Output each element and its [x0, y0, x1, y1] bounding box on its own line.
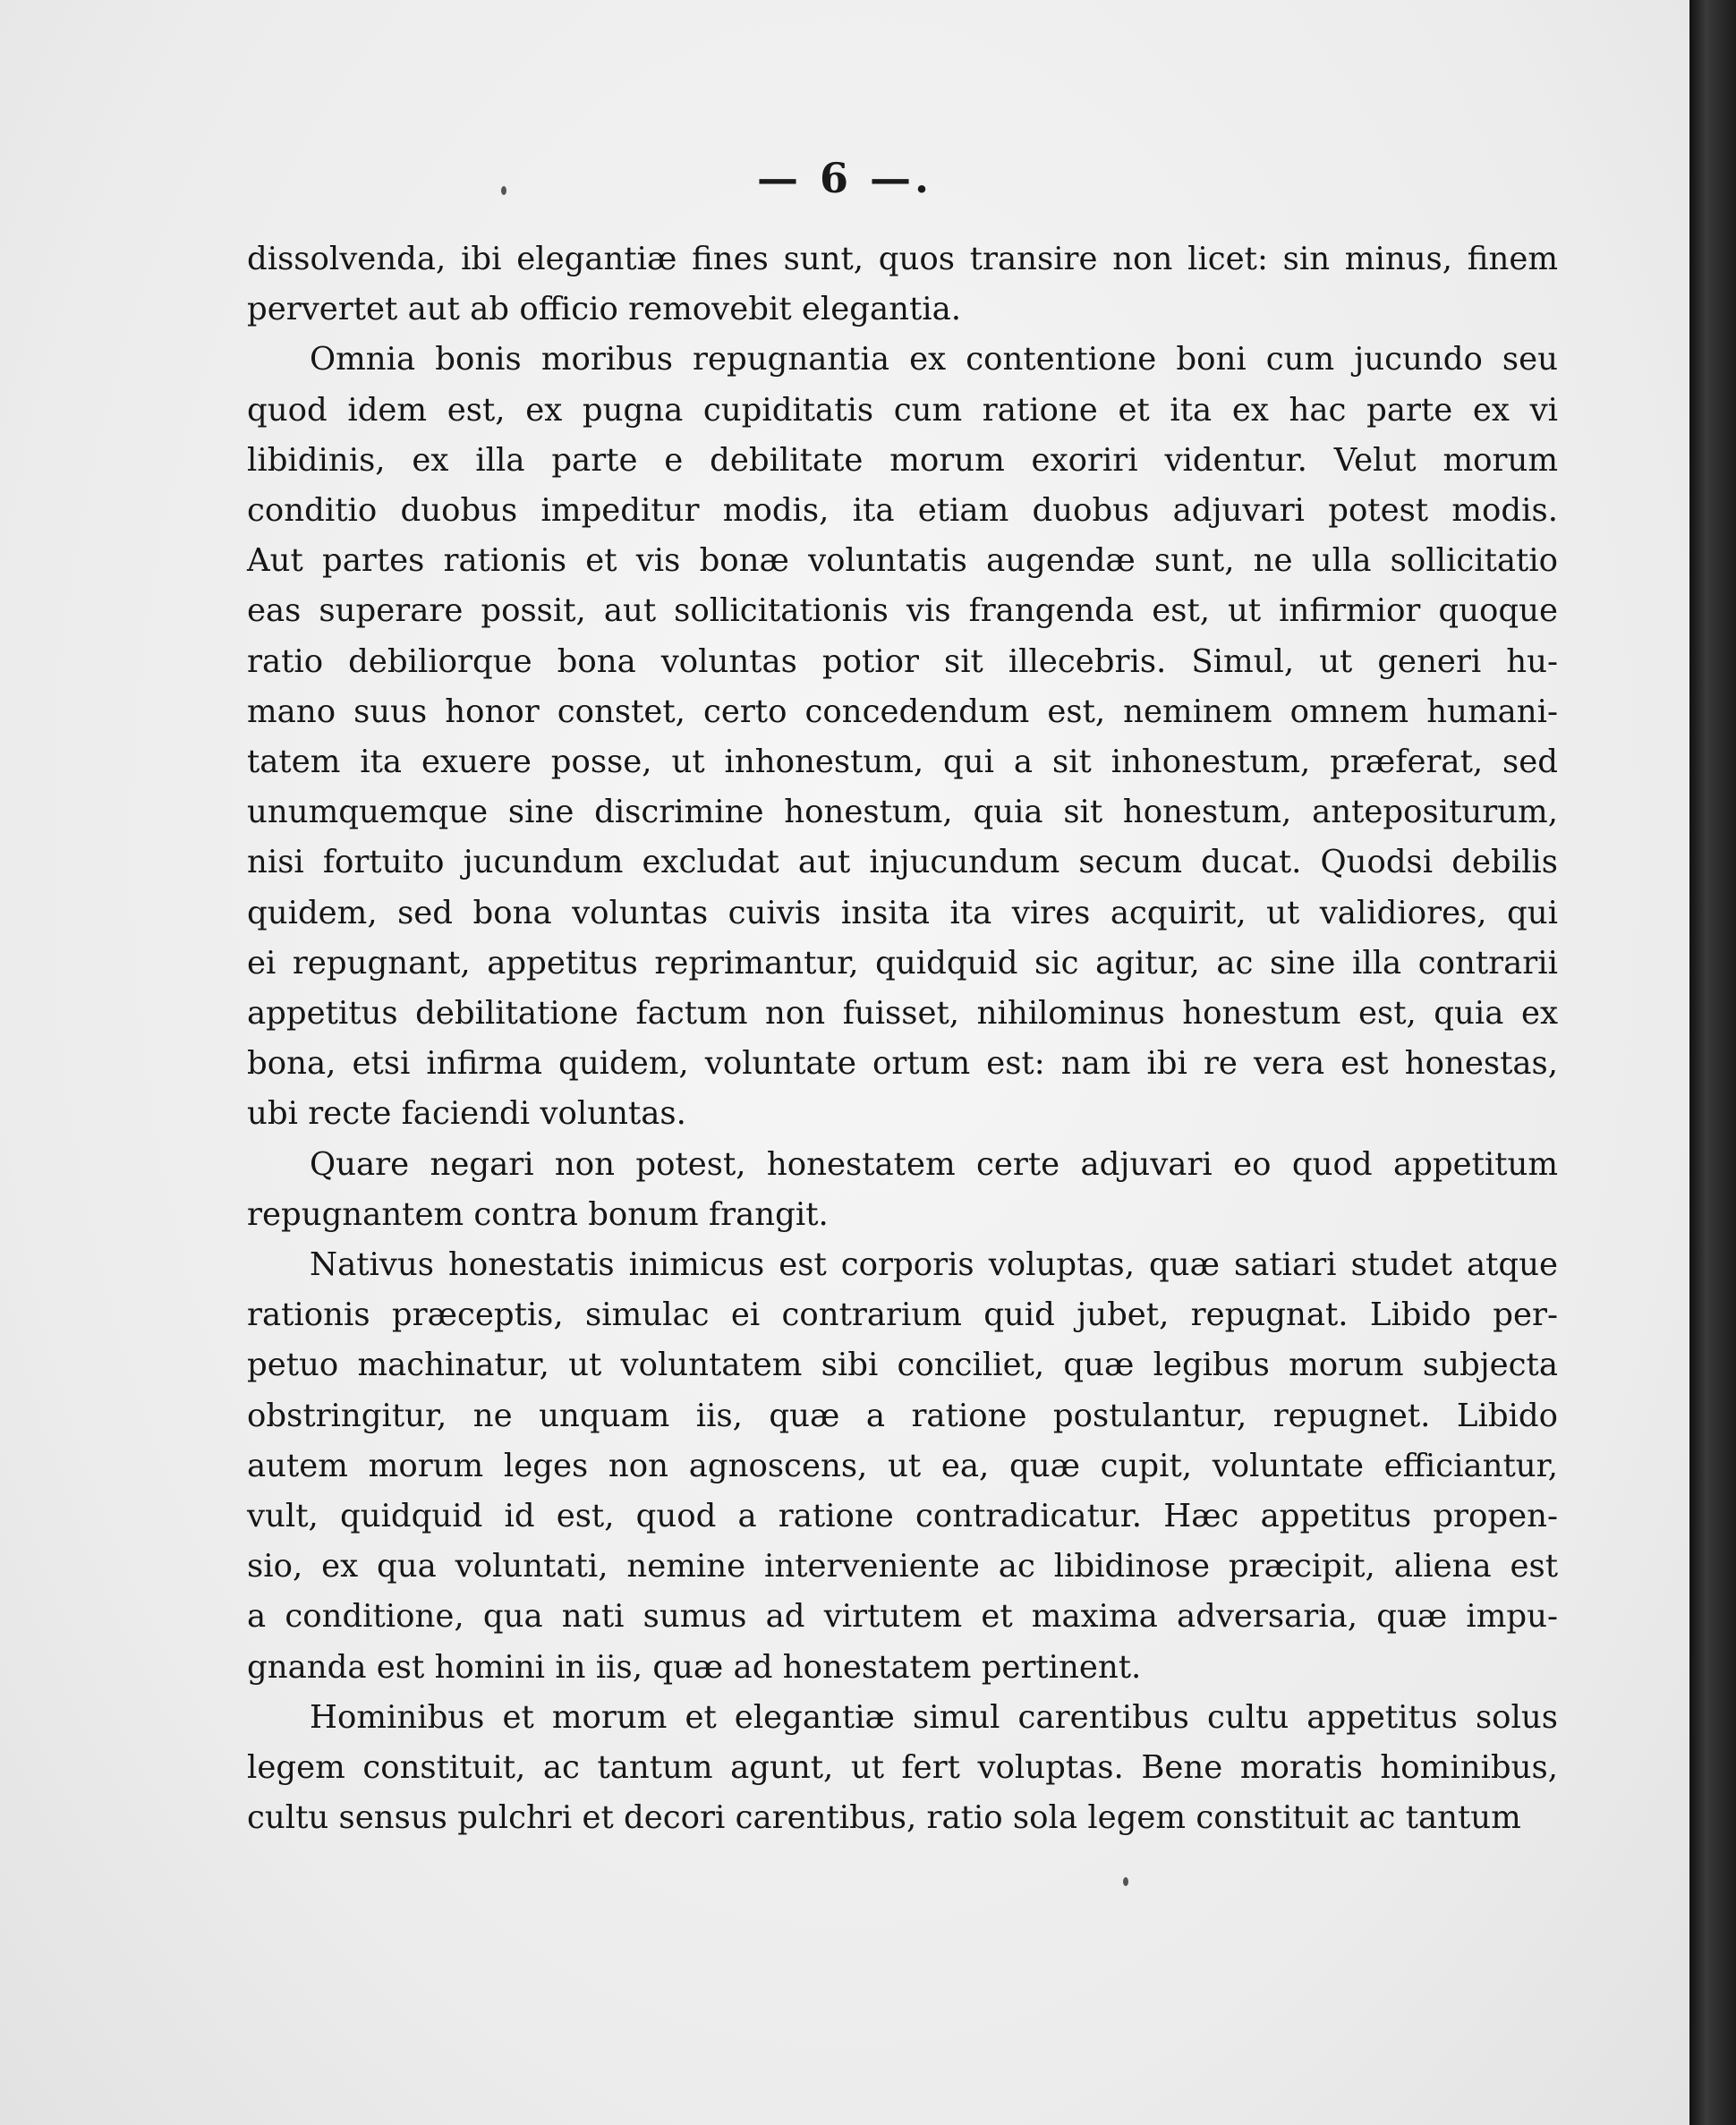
- text-line: libidinis, ex illa parte e debilitate morum exoriri videntur. Velut morum: [247, 441, 1558, 479]
- text-line: a conditione, qua nati sumus ad virtutem et maxima adversaria, quæ impu-: [247, 1598, 1558, 1636]
- text-line: petuo machinatur, ut voluntatem sibi conciliet, quæ legibus morum subjecta: [247, 1347, 1558, 1384]
- text-line: ei repugnant, appetitus reprimantur, quidquid sic agitur, ac sine illa contrarii: [247, 944, 1558, 982]
- text-line: nisi fortuito jucundum excludat aut injucundum secum ducat. Quodsi debilis: [247, 844, 1558, 881]
- text-line: rationis præceptis, simulac ei contrarium quid jubet, repugnat. Libido per-: [247, 1296, 1558, 1334]
- text-line: mano suus honor constet, certo concedendum est, neminem omnem humani-: [247, 693, 1558, 730]
- text-line: quidem, sed bona voluntas cuivis insita ita vires acquirit, ut validiores, qui: [247, 894, 1558, 931]
- text-line: legem constituit, ac tantum agunt, ut fert voluptas. Bene moratis hominibus,: [247, 1749, 1558, 1787]
- text-line: repugnantem contra bonum frangit.: [247, 1195, 829, 1233]
- text-line: ratio debiliorque bona voluntas potior sit illecebris. Simul, ut generi hu-: [247, 642, 1558, 680]
- text-line: ubi recte faciendi voluntas.: [247, 1095, 686, 1133]
- text-line: quod idem est, ex pugna cupiditatis cum ratione et ita ex hac parte ex vi: [247, 391, 1558, 429]
- text-line: Nativus honestatis inimicus est corporis voluptas, quæ satiari studet atque: [310, 1246, 1558, 1284]
- text-line: conditio duobus impeditur modis, ita etiam duobus adjuvari potest modis.: [247, 492, 1558, 530]
- paragraph: [247, 335, 1558, 1139]
- text-line: autem morum leges non agnoscens, ut ea, quæ cupit, voluntate efficiantur,: [247, 1447, 1558, 1484]
- text-line: appetitus debilitatione factum non fuisset, nihilominus honestum est, quia ex: [247, 995, 1558, 1033]
- ink-speck: [1123, 1877, 1128, 1886]
- text-line: dissolvenda, ibi elegantiæ fines sunt, quos transire non licet: sin minus, finem: [247, 241, 1558, 277]
- text-line: obstringitur, ne unquam iis, quæ a ratione postulantur, repugnet. Libido: [247, 1397, 1558, 1434]
- text-line: vult, quidquid id est, quod a ratione contradicatur. Hæc appetitus propen-: [247, 1498, 1558, 1535]
- page-number: — 6 —.: [756, 154, 933, 202]
- text-line: Omnia bonis moribus repugnantia ex contentione boni cum jucundo seu: [310, 341, 1558, 378]
- paragraph: [247, 1140, 1558, 1240]
- ink-speck: [501, 186, 506, 195]
- text-line: sio, ex qua voluntati, nemine interveniente ac libidinose præcipit, aliena est: [247, 1548, 1558, 1585]
- paragraph: [247, 1693, 1558, 1844]
- text-line: cultu sensus pulchri et decori carentibus, ratio sola legem constituit ac tantum: [247, 1799, 1521, 1837]
- text-line: unumquemque sine discrimine honestum, quia sit honestum, antepositurum,: [247, 794, 1558, 831]
- text-line: Aut partes rationis et vis bonæ voluntatis augendæ sunt, ne ulla sollicitatio: [247, 542, 1558, 580]
- text-line: bona, etsi infirma quidem, voluntate ortum est: nam ibi re vera est honestas,: [247, 1045, 1558, 1083]
- text-line: tatem ita exuere posse, ut inhonestum, qui a sit inhonestum, præferat, sed: [247, 744, 1558, 781]
- paragraph: [247, 1240, 1558, 1693]
- paragraph: [247, 234, 1558, 335]
- book-gutter-shadow: [1689, 0, 1736, 2125]
- text-line: Hominibus et morum et elegantiæ simul carentibus cultu appetitus solus: [310, 1698, 1558, 1736]
- text-line: eas superare possit, aut sollicitationis vis frangenda est, ut infirmior quoque: [247, 592, 1558, 630]
- text-line: pervertet aut ab officio removebit elegantia.: [247, 291, 962, 328]
- body-text: [247, 234, 1558, 1844]
- text-line: gnanda est homini in iis, quæ ad honestatem pertinent.: [247, 1648, 1142, 1686]
- text-line: Quare negari non potest, honestatem certe adjuvari eo quod appetitum: [310, 1145, 1558, 1183]
